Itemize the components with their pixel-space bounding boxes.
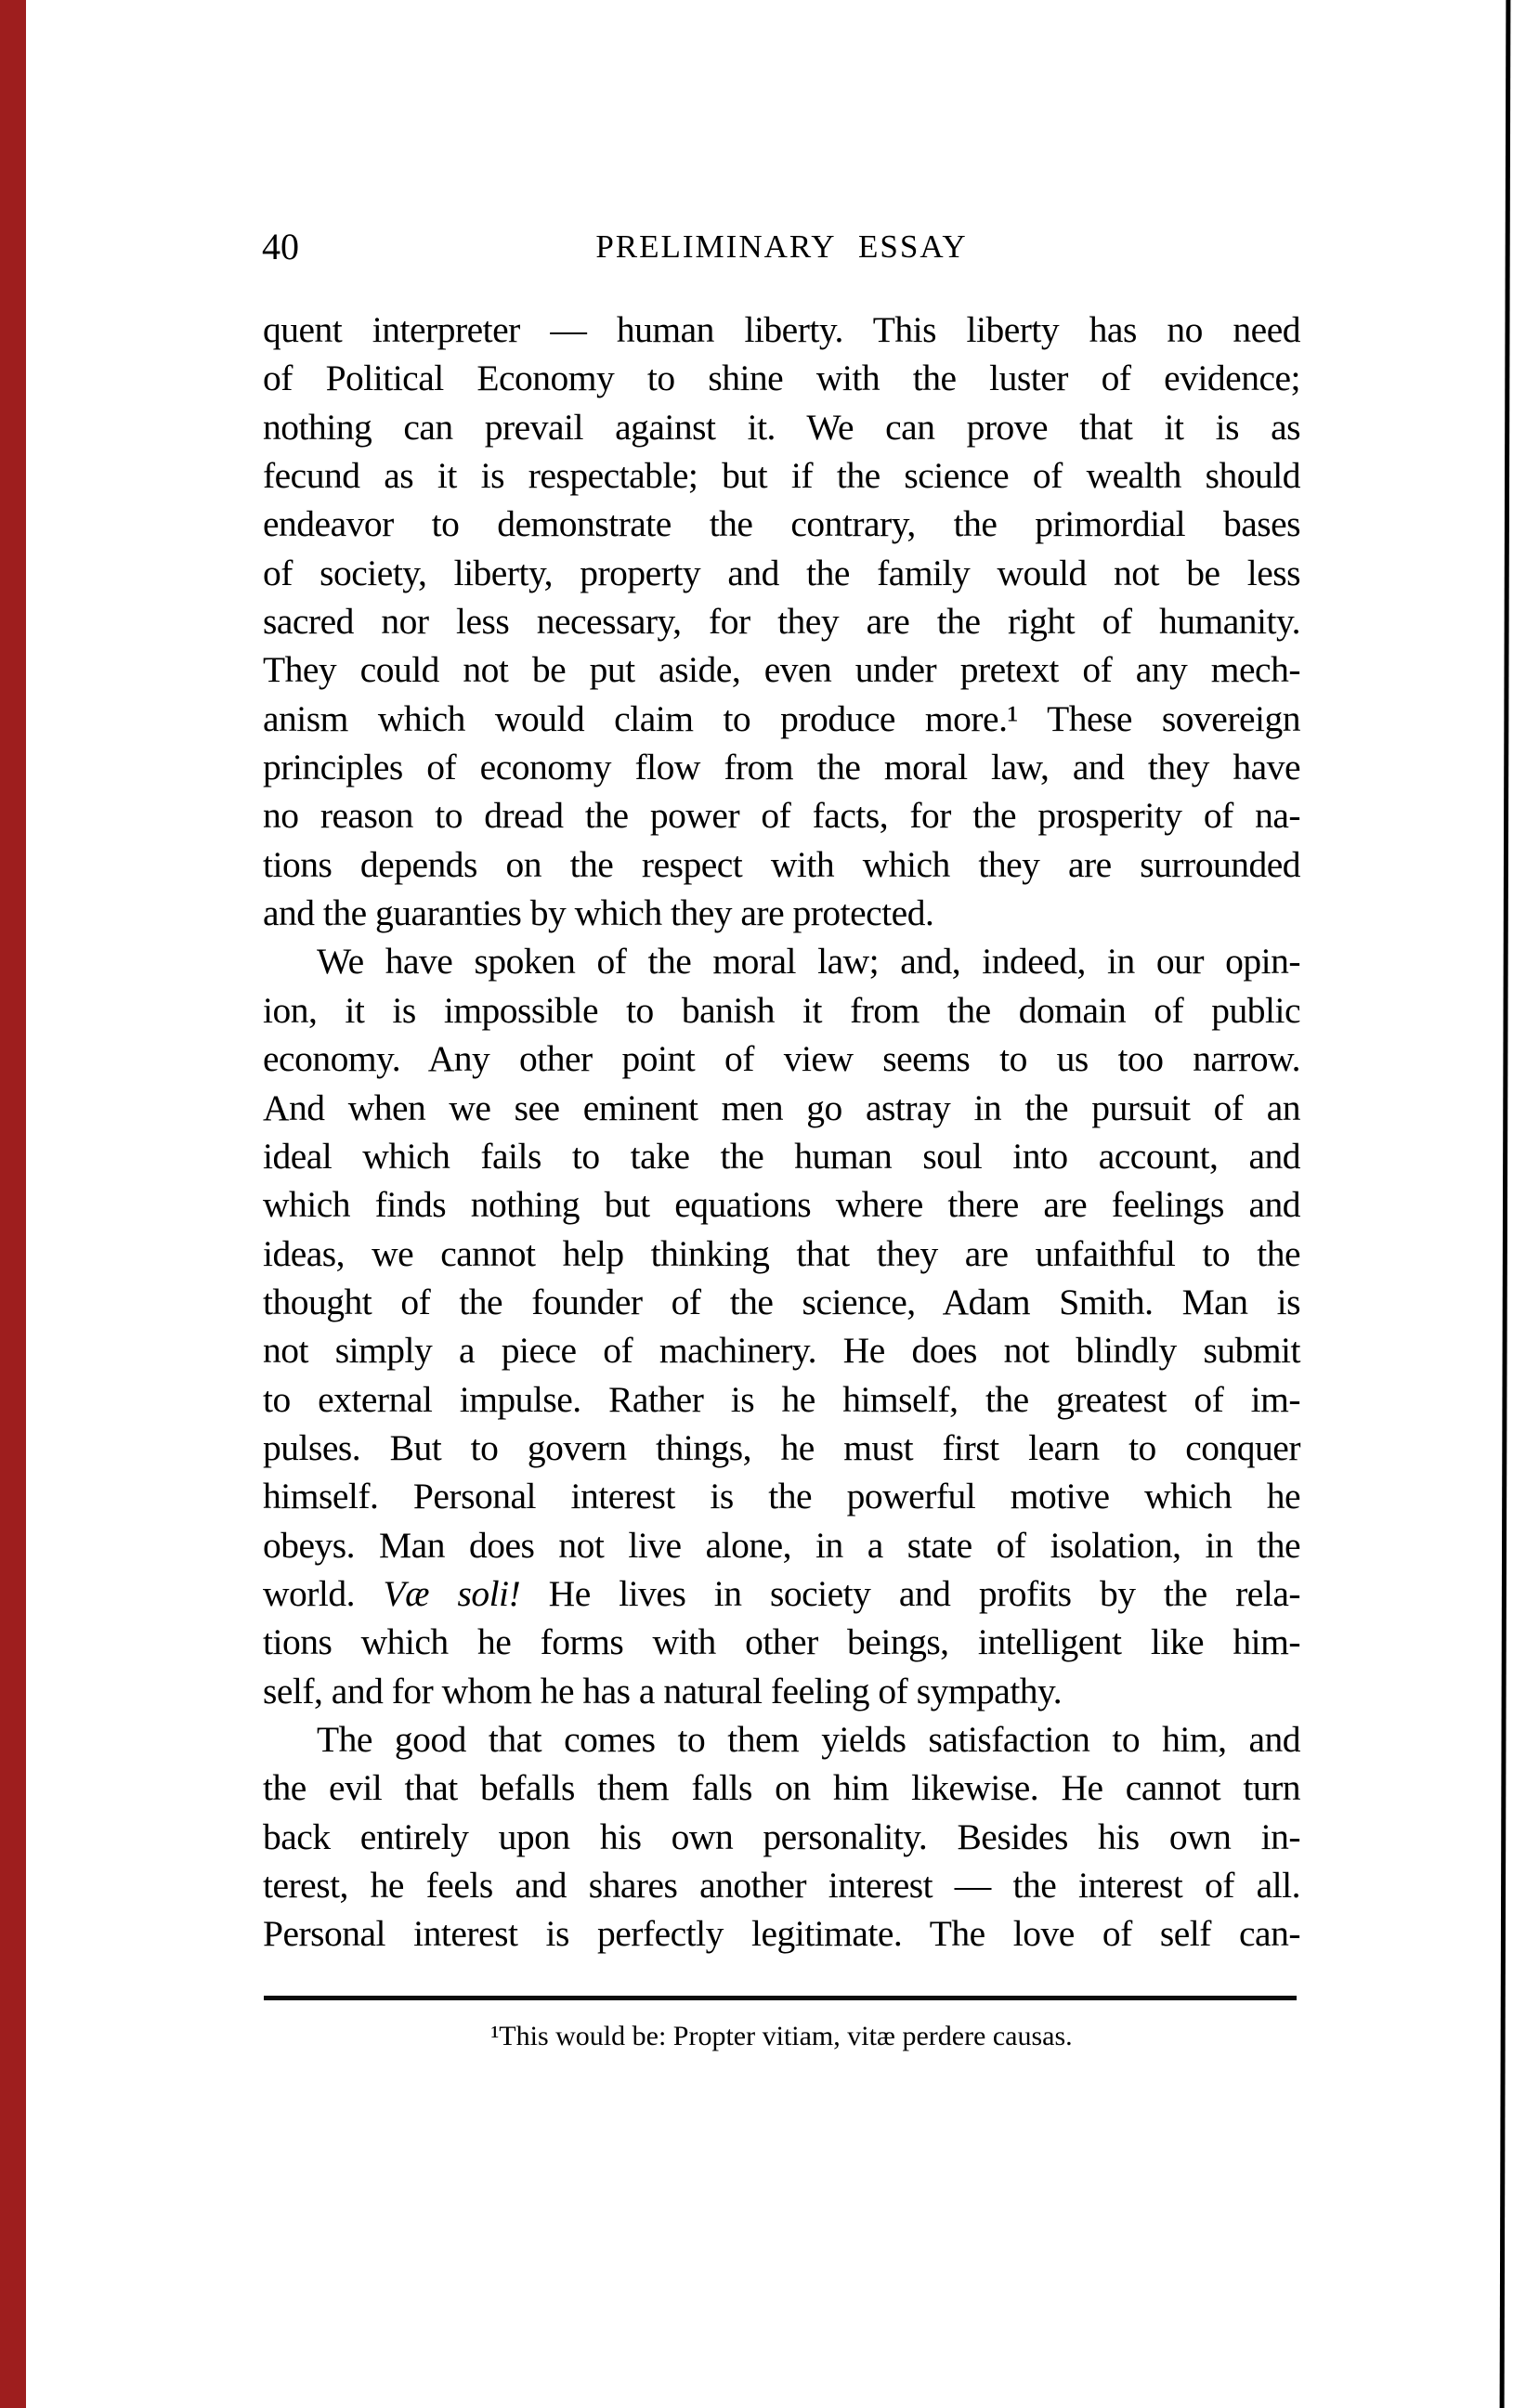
body-line: economy. Any other point of view seems to us too narrow. — [263, 1038, 1300, 1080]
body-line: The good that comes to them yields satisfaction to him, and — [317, 1718, 1300, 1760]
body-text — [263, 306, 1300, 1959]
body-line: And when we see eminent men go astray in the pursuit of an — [263, 1087, 1300, 1128]
vae-soli-italic: Væ soli! — [383, 1572, 521, 1614]
body-line: of Political Economy to shine with the luster of evidence; — [263, 358, 1300, 399]
body-line: himself. Personal interest is the powerful motive which he — [263, 1476, 1300, 1517]
body-line: thought of the founder of the science, Adam Smith. Man is — [263, 1281, 1300, 1322]
body-line-text: world. — [263, 1572, 384, 1614]
body-line: to external impulse. Rather is he himself, the greatest of im- — [263, 1378, 1300, 1420]
page-edge-line — [1500, 0, 1511, 2408]
body-line: ideal which fails to take the human soul into account, and — [263, 1135, 1300, 1177]
body-line: anism which would claim to produce more.¹ These sovereign — [263, 697, 1300, 739]
body-line: not simply a piece of machinery. He does not blindly submit — [263, 1330, 1300, 1372]
page-number: 40 — [262, 226, 299, 267]
body-line: which finds nothing but equations where there are feelings and — [263, 1184, 1300, 1226]
body-line: self, and for whom he has a natural feeling of sympathy. — [263, 1670, 1063, 1712]
running-header: PRELIMINARY ESSAY — [595, 228, 968, 265]
body-line: tions which he forms with other beings, intelligent like him- — [263, 1621, 1300, 1663]
body-line: and the guaranties by which they are protected. — [263, 892, 934, 934]
body-line: principles of economy flow from the moral law, and they have — [263, 747, 1300, 788]
body-line: sacred nor less necessary, for they are the right of humanity. — [263, 601, 1300, 643]
body-line: Personal interest is perfectly legitimate. The love of self can- — [263, 1913, 1300, 1955]
body-line-text: He lives in society and profits by the rela- — [520, 1572, 1301, 1614]
body-line: fecund as it is respectable; but if the science of wealth should — [263, 455, 1300, 497]
body-line: We have spoken of the moral law; and, indeed, in our opin- — [317, 941, 1300, 983]
body-line: ideas, we cannot help thinking that they are unfaithful to the — [263, 1232, 1300, 1274]
body-line: back entirely upon his own personality. Besides his own in- — [263, 1816, 1300, 1857]
body-line: endeavor to demonstrate the contrary, the primordial bases — [263, 503, 1300, 545]
body-line: nothing can prevail against it. We can prove that it is as — [263, 406, 1300, 448]
footnote-text: ¹This would be: Propter vitiam, vitæ perdere causas. — [490, 2021, 1073, 2051]
body-line: terest, he feels and shares another interest — the interest of all. — [263, 1865, 1300, 1906]
body-line: tions depends on the respect with which they are surrounded — [263, 843, 1300, 885]
body-line — [263, 1569, 1300, 1618]
body-line: of society, liberty, property and the family would not be less — [263, 552, 1300, 593]
book-spine-strip — [0, 0, 26, 2408]
body-line: ion, it is impossible to banish it from the domain of public — [263, 989, 1300, 1031]
body-line: obeys. Man does not live alone, in a state of isolation, in the — [263, 1524, 1300, 1566]
body-line: pulses. But to govern things, he must first learn to conquer — [263, 1426, 1300, 1468]
footnote-rule — [264, 1996, 1297, 2000]
body-line: no reason to dread the power of facts, for the prosperity of na- — [263, 795, 1300, 837]
body-line: the evil that befalls them falls on him likewise. He cannot turn — [263, 1767, 1300, 1809]
body-line: They could not be put aside, even under pretext of any mech- — [263, 649, 1300, 691]
body-line: quent interpreter — human liberty. This liberty has no need — [263, 309, 1300, 350]
